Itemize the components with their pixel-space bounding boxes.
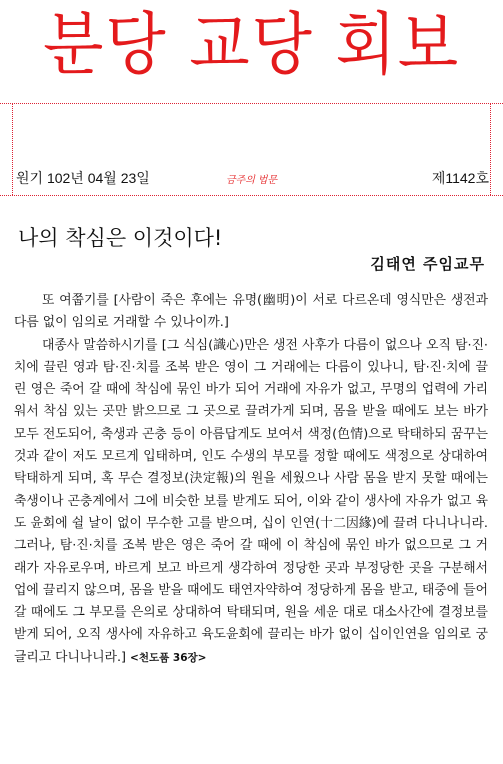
article-author: 김태연 주임교무 bbox=[370, 255, 485, 273]
masthead bbox=[0, 0, 503, 100]
issue-date: 원기 102년 04월 23일 bbox=[16, 170, 150, 186]
issue-info-bar bbox=[0, 160, 503, 190]
issue-number: 제1142호 bbox=[431, 170, 489, 186]
article-body bbox=[14, 290, 488, 669]
article-title: 나의 착심은 이것이다! bbox=[18, 226, 223, 250]
article-paragraph: 또 여쭙기를 [사람이 죽은 후에는 유명(幽明)이 서로 다르온데 영식만은 생전과 다름 없이 임의로 거래할 수 있나이까.] bbox=[14, 293, 488, 331]
divider-line bbox=[0, 103, 503, 104]
article-paragraph bbox=[14, 335, 488, 669]
section-label: 금주의 법문 bbox=[225, 175, 278, 186]
paragraph-text: 대종사 말씀하시기를 [그 식심(識心)만은 생전 사후가 다름이 없으나 오직 탐·진·치에 끌린 영과 탐·진·치를 조복 받은 영이 그 거래에는 다름이 있나니, 탐·진·치에 끌린 영은 죽어 갈 때에 착심에 묶인 바가 되어 거래에 자유가 없고, 무명의 업력에 가리워서 착심 있는 곳만 밝으므로 그 곳으로 끌려가게 되며, 몸을 받을 때에도 보는 바가 모두 전도되어, 축생과 곤충 등이 아름답게도 보여서 색정(色情)으로 탁태하되 꿈꾸는 것과 같이 저도 모르게 입태하며, 인도 수생의 부모를 정할 때에도 색정으로 상대하여 탁태하게 되며, 혹 무슨 결정보(決定報)의 원을 세웠으나 사람 몸을 받지 못할 때에는 축생이나 곤충계에서 그에 비슷한 보를 받게도 되어, 이와 같이 생사에 자유가 없고 육도 윤회에 쉴 날이 없이 무수한 고를 받으며, 십이 인연(十二因緣)에 끌려 다니나니라. 그러나, 탐·진·치를 조복 받은 영은 죽어 갈 때에 이 착심에 묶인 바가 없으므로 그 거래가 자유로우며, 바르게 보고 바르게 생각하여 정당한 곳과 부정당한 곳을 구분해서 업에 끌리지 않으며, 몸을 받을 때에도 태연자약하여 정당하게 몸을 받고, 태중에 들어 갈 때에도 그 부모를 은의로 상대하여 탁태되며, 원을 세운 대로 대소사간에 결정보를 받게 되어, 오직 생사에 자유하고 육도윤회에 끌리는 바가 없이 십이인연을 임의로 궁글리고 다니나니라.] bbox=[14, 337, 488, 665]
divider-line bbox=[0, 195, 503, 196]
newsletter-title: 분당 교당 회보 bbox=[42, 6, 461, 85]
scripture-citation: <천도품 36장> bbox=[130, 651, 207, 664]
